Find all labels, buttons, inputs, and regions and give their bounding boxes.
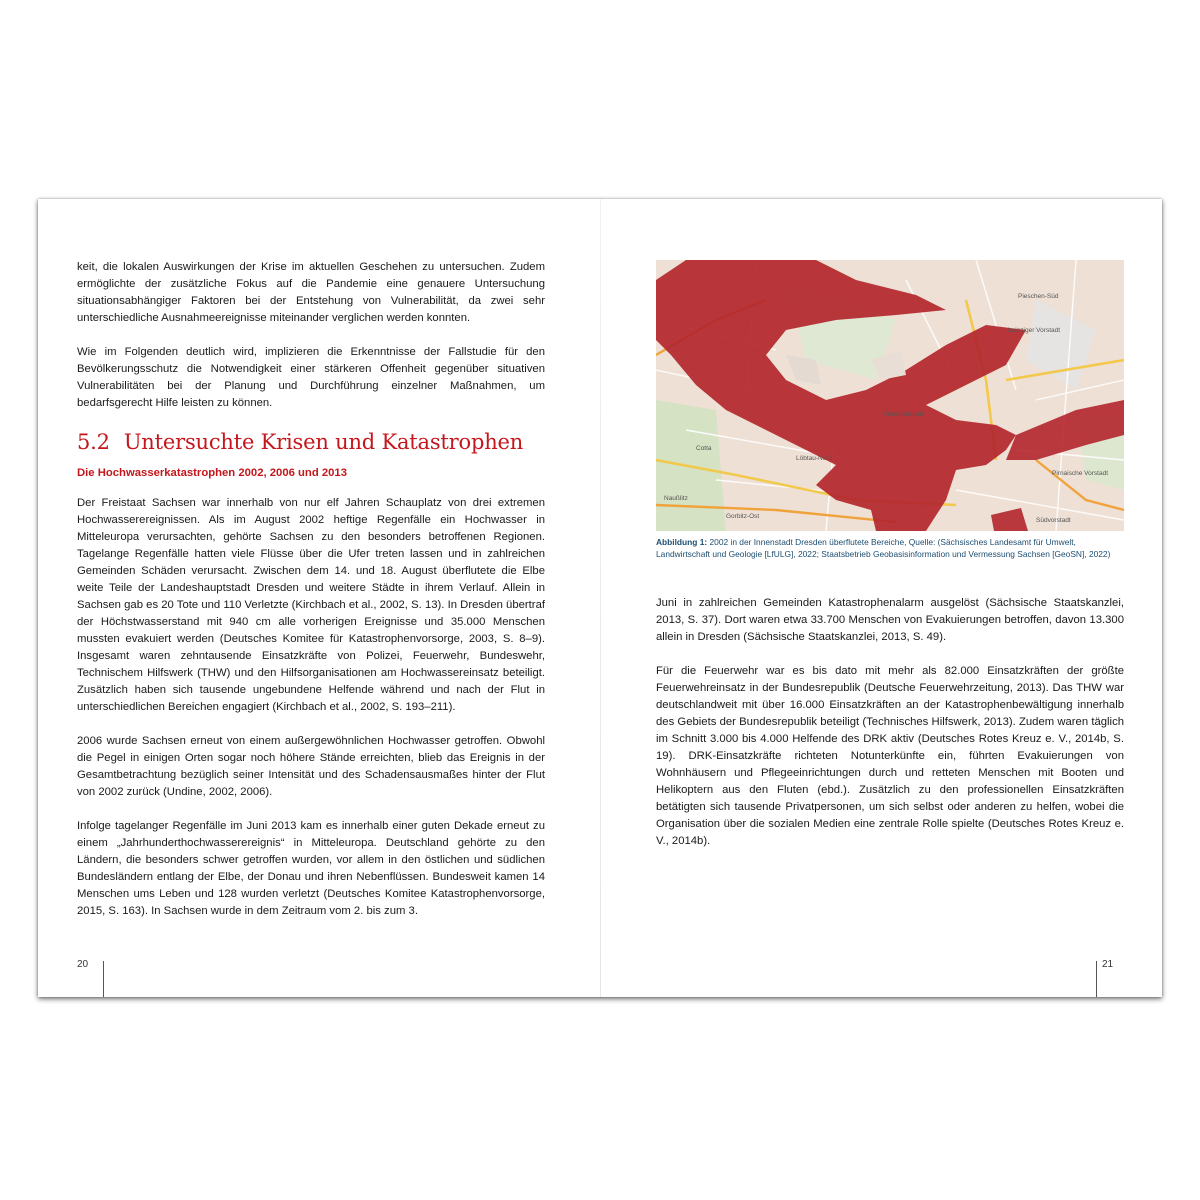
map-label: Naußlitz — [664, 495, 688, 502]
right-page-text — [656, 595, 1124, 867]
paragraph: 2006 wurde Sachsen erneut von einem außergewöhnlichen Hochwasser getroffen. Obwohl die Pegel in einigen Orten sogar noch höhere Stände erreichten, blieb das Ereignis in der Gesamtbetrachtung bezüglich seiner Intensität und des Schadensausmaßes hinter der Flut von 2002 zurück (Undine, 2002, 2006). — [77, 735, 545, 798]
paragraph: Für die Feuerwehr war es bis dato mit mehr als 82.000 Einsatzkräften der größte Feuerwehreinsatz in der Bundesrepublik (Deutsche Feuerwehrzeitung, 2013). Das THW war deutschlandweit mit über 16.000 Einsatzkräften an der Katastrophenbewältigung innerhalb des Gebiets der Bundesrepublik beteiligt (Technisches Hilfswerk, 2013). Zudem waren täglich im Schnitt 3.000 bis 4.000 Helfende des DRK aktiv (Deutsches Rotes Kreuz e. V., 2014b, S. 19). DRK-Einsatzkräfte richteten Notunterkünfte ein, führten Evakuierungen von Wohnhäusern und Pflegeeinrichtungen durch und retteten Menschen mit Booten und Helikoptern aus den Fluten (ebd.). Zusätzlich zu den professionellen Einsatzkräften betätigten sich tausende Privatpersonen, um sich selbst oder anderen zu helfen, wobei die Organisation über die sozialen Medien eine zentrale Rolle spielte (Deutsches Rotes Kreuz e. V., 2014b). — [656, 665, 1124, 847]
section-heading — [77, 429, 545, 455]
map-label: Cotta — [696, 445, 712, 452]
map-label: Pieschen-Süd — [1018, 293, 1059, 300]
map-label: Südvorstadt — [1036, 517, 1071, 524]
figure-caption — [656, 536, 1126, 561]
map-label: Gorbitz-Ost — [726, 513, 760, 520]
footer-rule-left — [103, 961, 104, 997]
map-label: Friedrichstadt — [884, 411, 924, 418]
paragraph: Infolge tagelanger Regenfälle im Juni 2013 kam es innerhalb einer guten Dekade erneut zu einem „Jahrhunderthochwasserereignis“ in Mitteleuropa. Deutschland gehörte zu den Ländern, die besonders schwer getroffen wurden, vor allem in den östlichen und südlichen Bundesländern entlang der Elbe, der Donau und ihren Nebenflüssen. Bundesweit kamen 14 Menschen ums Leben und 128 wurden verletzt (Deutsches Komitee Katastrophenvorsorge, 2015, S. 163). In Sachsen wurde in dem Zeitraum vom 2. bis zum 3. — [77, 820, 545, 917]
flood-map-figure — [656, 260, 1124, 531]
section-number: 5.2 — [77, 430, 110, 454]
map-label: Löbtau-Nord — [796, 455, 833, 462]
map-label: Pirnaische Vorstadt — [1052, 470, 1109, 477]
paragraph: Wie im Folgenden deutlich wird, implizieren die Erkenntnisse der Fallstudie für den Bevölkerungsschutz die Notwendigkeit einer stärkeren Offenheit gegenüber situativen Vulnerabilitäten bei der Planung und Durchführung einzelner Maßnahmen, um bedarfsgerecht Hilfe leisten zu können. — [77, 346, 545, 409]
page-number-left: 20 — [77, 959, 89, 970]
caption-label: Abbildung 1: — [656, 537, 708, 547]
book-spread — [38, 199, 1162, 997]
left-page-text — [77, 259, 545, 937]
caption-text: 2002 in der Innenstadt Dresden überflutete Bereiche, Quelle: (Sächsisches Landesamt für Umwelt, Landwirtschaft und Geologie [LfULG], 2022; Staatsbetrieb Geobasisinformation und Vermessung Sachsen [GeoSN], 2022) — [656, 537, 1111, 560]
book-gutter — [600, 199, 601, 997]
map-label: Leipziger Vorstadt — [1008, 327, 1061, 334]
subheading: Die Hochwasserkatastrophen 2002, 2006 und 2013 — [77, 467, 348, 479]
section-title: Untersuchte Krisen und Katastrophen — [123, 430, 524, 454]
flood-map — [656, 260, 1124, 531]
page-number-right: 21 — [1102, 959, 1114, 970]
paragraph: Juni in zahlreichen Gemeinden Katastrophenalarm ausgelöst (Sächsische Staatskanzlei, 2013, S. 37). Dort waren etwa 33.700 Menschen von Evakuierungen betroffen, davon 13.300 allein in Dresden (Sächsische Staatskanzlei, 2013, S. 49). — [656, 597, 1124, 643]
paragraph: Der Freistaat Sachsen war innerhalb von nur elf Jahren Schauplatz von drei extremen Hochwasserereignissen. Als im August 2002 heftige Regenfälle ein Hochwasser in Mitteleuropa verursachten, gehörte Sachsen zu den besonders betroffenen Regionen. Tagelange Regenfälle hatten viele Flüsse über die Ufer treten lassen und in zahlreichen Gemeinden Schäden verursacht. Zwischen dem 14. und 18. August überflutete die Elbe weite Teile der Landeshauptstadt Dresden und weitere Städte in ihrem Verlauf. Allein in Sachsen gab es 20 Tote und 110 Verletzte (Kirchbach et al., 2002, S. 13). In Dresden übertraf der Höchstwasserstand mit 940 cm alle vorherigen Ereignisse und 35.000 Menschen mussten evakuiert werden (Deutsches Komitee für Katastrophenvorsorge, 2003, S. 8–9). Insgesamt waren zehntausende Einsatzkräfte von Polizei, Feuerwehr, Bundeswehr, Technischem Hilfswerk (THW) und den Hilfsorganisationen am Hochwassereinsatz beteiligt. Zusätzlich haben sich tausende ungebundene Helfende während und nach der Flut in unterschiedlichen Bereichen engagiert (Kirchbach et al., 2002, S. 193–211). — [77, 497, 545, 713]
paragraph: keit, die lokalen Auswirkungen der Krise im aktuellen Geschehen zu untersuchen. Zudem ermöglichte der zusätzliche Fokus auf die Pandemie eine genauere Untersuchung situationsabhängiger Faktoren bei der Entstehung von Vulnerabilität, da zwei sehr unterschiedliche Ausnahmeereignisse miteinander verglichen werden konnten. — [77, 261, 545, 324]
footer-rule-right — [1096, 961, 1097, 997]
